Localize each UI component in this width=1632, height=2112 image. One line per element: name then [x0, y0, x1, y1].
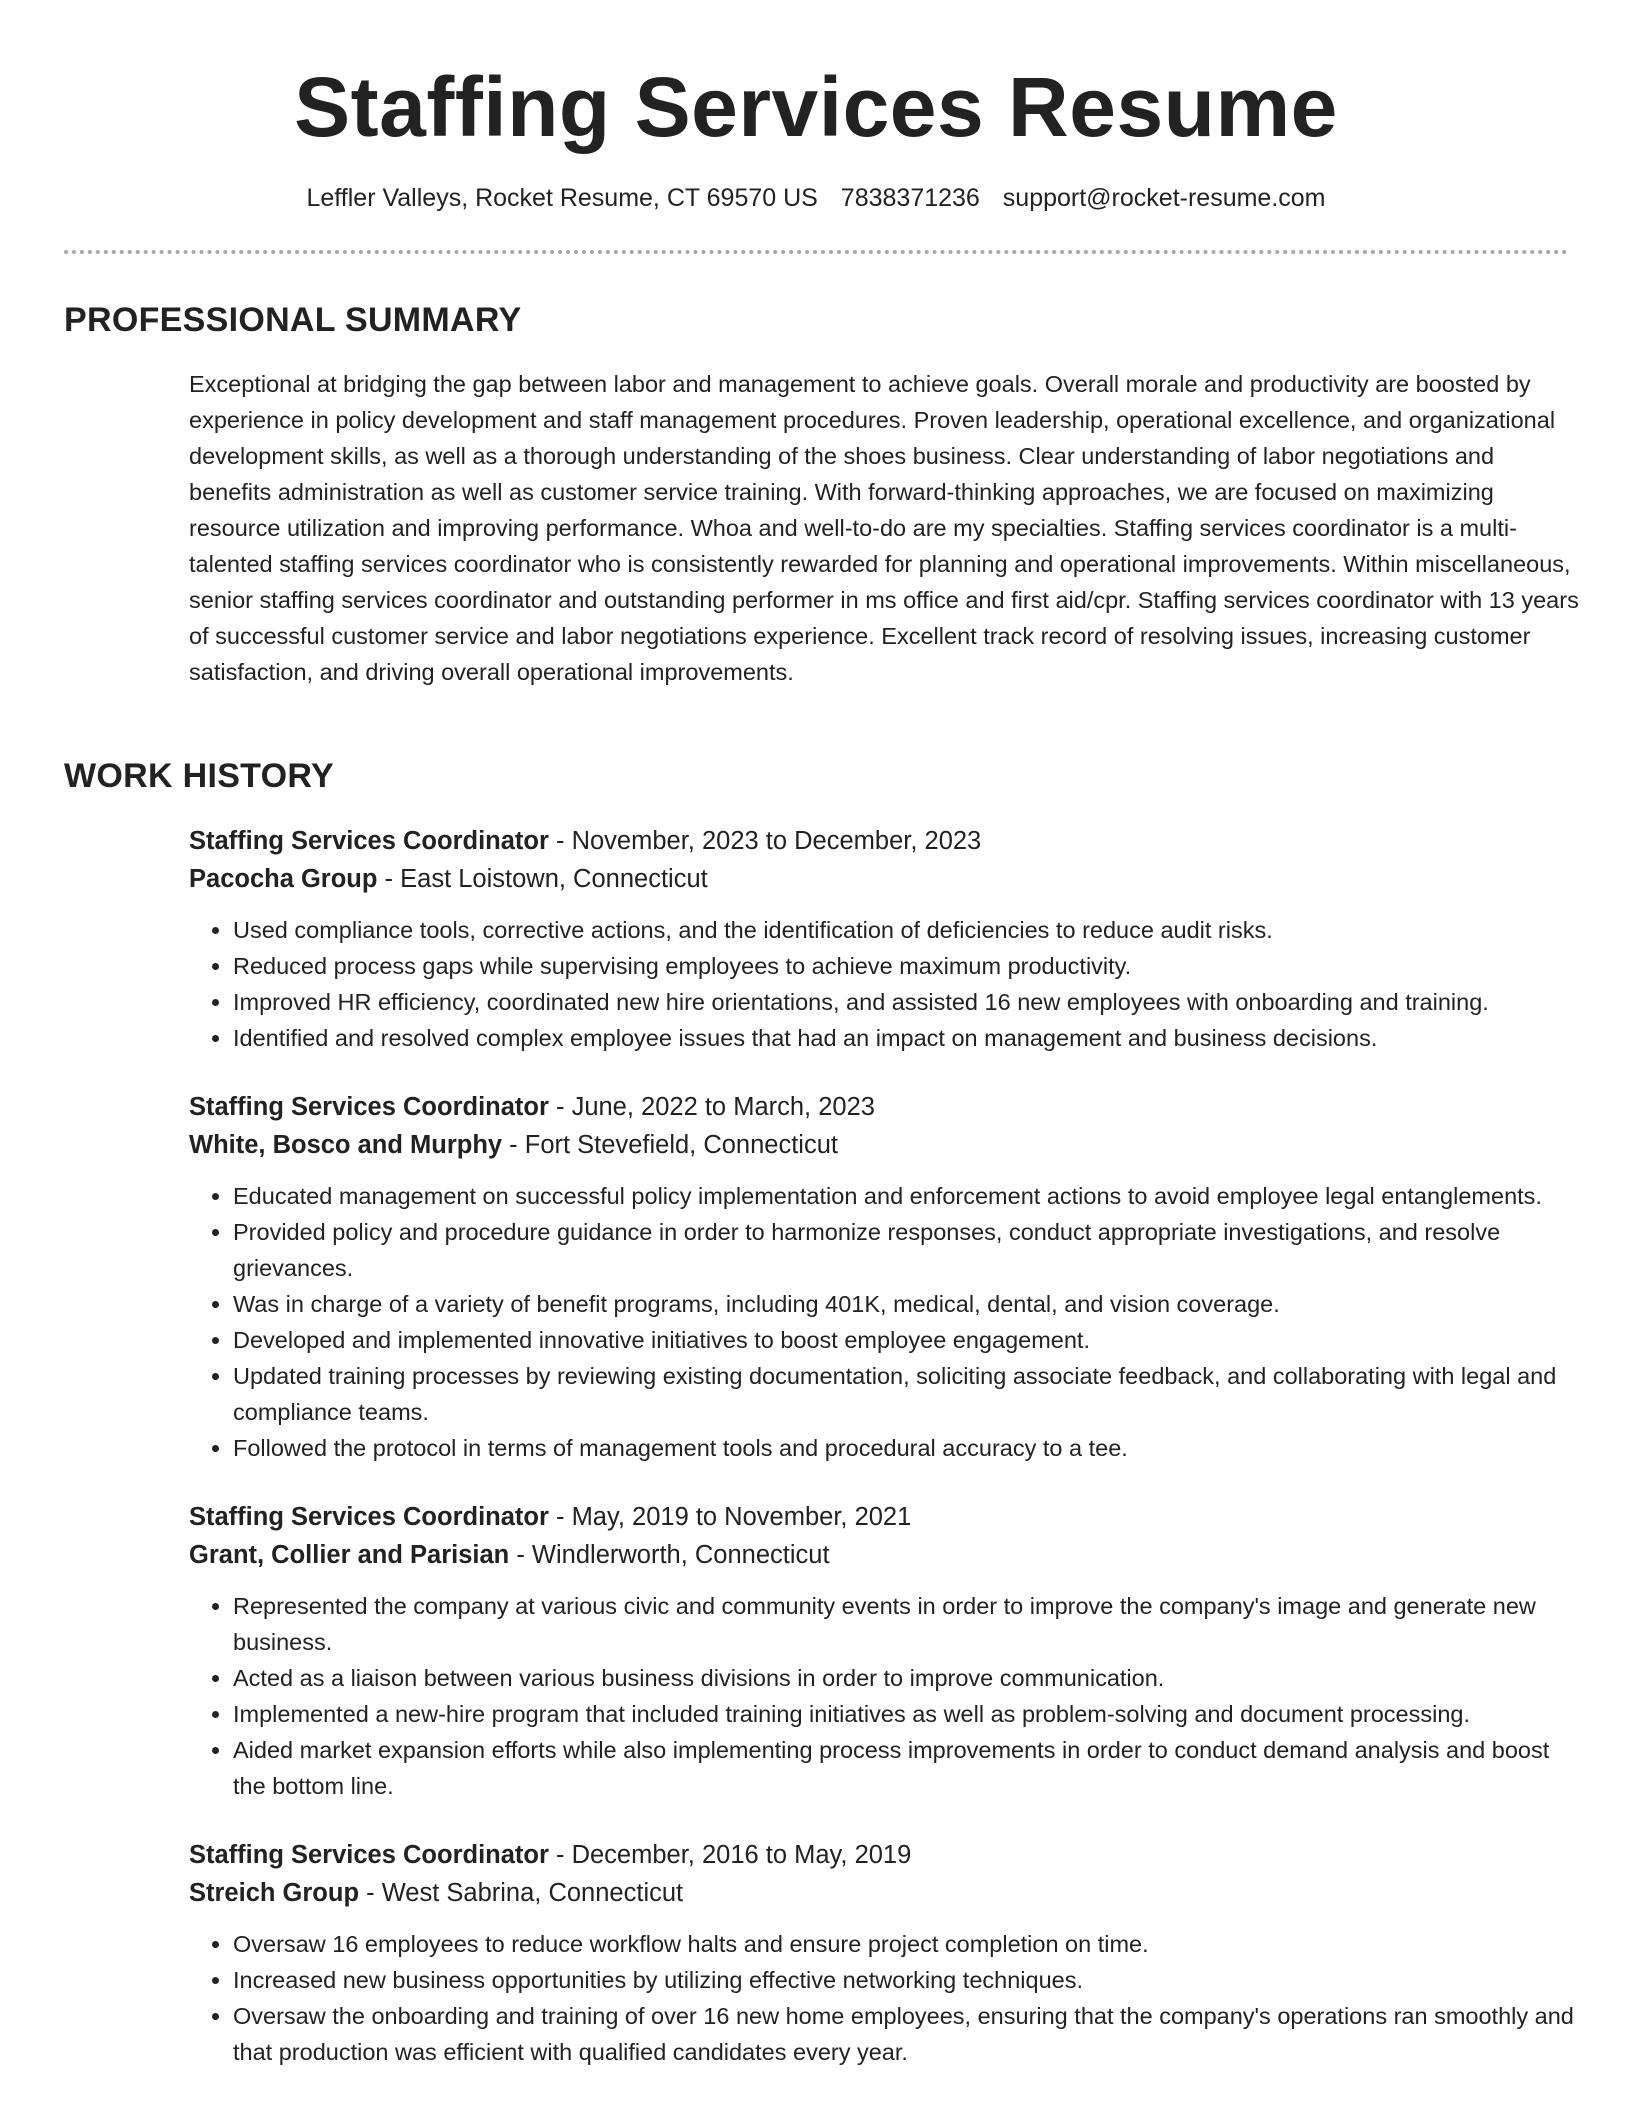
- job-bullet: • Acted as a liaison between various business divisions in order to improve communication.: [233, 1660, 1579, 1696]
- job-company: Grant, Collier and Parisian: [189, 1541, 510, 1569]
- job-bullet: • Was in charge of a variety of benefit programs, including 401K, medical, dental, and vision coverage.: [233, 1286, 1579, 1322]
- job-bullet: • Developed and implemented innovative initiatives to boost employee engagement.: [233, 1322, 1579, 1358]
- job-dates: - May, 2019 to November, 2021: [548, 1503, 912, 1531]
- job-bullets: [189, 1926, 1579, 2070]
- job-company: Streich Group: [189, 1879, 360, 1907]
- job-entry: [189, 1836, 1579, 2070]
- job-bullet: • Used compliance tools, corrective actions, and the identification of deficiencies to reduce audit risks.: [233, 912, 1579, 948]
- dotted-divider: [64, 250, 1568, 254]
- job-title: Staffing Services Coordinator: [189, 827, 549, 855]
- summary-heading: PROFESSIONAL SUMMARY: [64, 301, 522, 339]
- job-bullets: [189, 912, 1579, 1056]
- job-entry: [189, 1498, 1579, 1804]
- job-bullet: • Followed the protocol in terms of management tools and procedural accuracy to a tee.: [233, 1430, 1579, 1466]
- job-dates: - November, 2023 to December, 2023: [548, 827, 982, 855]
- job-company-line: [189, 1536, 1579, 1574]
- job-bullet: • Aided market expansion efforts while also implementing process improvements in order to conduct demand analysis and boost the bottom line.: [233, 1732, 1579, 1804]
- job-company-line: [189, 860, 1579, 898]
- job-dates: - December, 2016 to May, 2019: [548, 1841, 912, 1869]
- job-title-line: [189, 1836, 1579, 1874]
- contact-line: [0, 180, 1632, 216]
- job-title-line: [189, 1498, 1579, 1536]
- job-entry: [189, 822, 1579, 1056]
- job-company-line: [189, 1126, 1579, 1164]
- job-company-line: [189, 1874, 1579, 1912]
- work-history-heading: WORK HISTORY: [64, 757, 334, 795]
- job-bullet: • Improved HR efficiency, coordinated new hire orientations, and assisted 16 new employees with onboarding and training.: [233, 984, 1579, 1020]
- job-title-line: [189, 822, 1579, 860]
- job-bullet: • Reduced process gaps while supervising employees to achieve maximum productivity.: [233, 948, 1579, 984]
- job-title: Staffing Services Coordinator: [189, 1093, 549, 1121]
- job-location: - East Loistown, Connecticut: [377, 865, 708, 893]
- job-bullets: [189, 1588, 1579, 1804]
- job-bullet: • Increased new business opportunities by utilizing effective networking techniques.: [233, 1962, 1579, 1998]
- job-company: White, Bosco and Murphy: [189, 1131, 503, 1159]
- job-location: - West Sabrina, Connecticut: [359, 1879, 684, 1907]
- contact-address: Leffler Valleys, Rocket Resume, CT 69570 US: [306, 184, 818, 212]
- job-bullet: • Implemented a new-hire program that included training initiatives as well as problem-solving and document processing.: [233, 1696, 1579, 1732]
- job-bullet: • Oversaw the onboarding and training of over 16 new home employees, ensuring that the company's operations ran smoothly and that production was efficient with qualified candidates every year.: [233, 1998, 1579, 2070]
- job-bullet: • Identified and resolved complex employee issues that had an impact on management and business decisions.: [233, 1020, 1579, 1056]
- contact-email: support@rocket-resume.com: [1002, 184, 1326, 212]
- job-dates: - June, 2022 to March, 2023: [548, 1093, 875, 1121]
- job-bullet: • Updated training processes by reviewing existing documentation, soliciting associate feedback, and collaborating with legal and compliance teams.: [233, 1358, 1579, 1430]
- job-title: Staffing Services Coordinator: [189, 1841, 549, 1869]
- job-title: Staffing Services Coordinator: [189, 1503, 549, 1531]
- job-entry: [189, 1088, 1579, 1466]
- job-bullet: • Educated management on successful policy implementation and enforcement actions to avoid employee legal entanglements.: [233, 1178, 1579, 1214]
- job-bullet: • Provided policy and procedure guidance in order to harmonize responses, conduct appropriate investigations, and resolve grievances.: [233, 1214, 1579, 1286]
- summary-text: Exceptional at bridging the gap between labor and management to achieve goals. Overall morale and productivity are boosted by experience in policy development and staff management procedures. Proven leadership, operational excellence, and organizational development skills, as well as a thorough understanding of the shoes business. Clear understanding of labor negotiations and benefits administration as well as customer service training. With forward-thinking approaches, we are focused on maximizing resource utilization and improving performance. Whoa and well-to-do are my specialties. Staffing services coordinator is a multi-talented staffing services coordinator who is consistently rewarded for planning and operational improvements. Within miscellaneous, senior staffing services coordinator and outstanding performer in ms office and first aid/cpr. Staffing services coordinator with 13 years of successful customer service and labor negotiations experience. Excellent track record of resolving issues, increasing customer satisfaction, and driving overall operational improvements.: [189, 371, 1579, 685]
- job-title-line: [189, 1088, 1579, 1126]
- job-location: - Fort Stevefield, Connecticut: [502, 1131, 838, 1159]
- job-company: Pacocha Group: [189, 865, 378, 893]
- job-bullets: [189, 1178, 1579, 1466]
- contact-phone: 7838371236: [840, 184, 980, 212]
- work-history-list: [189, 822, 1579, 2102]
- job-bullet: • Oversaw 16 employees to reduce workflow halts and ensure project completion on time.: [233, 1926, 1579, 1962]
- resume-title: Staffing Services Resume: [294, 60, 1338, 154]
- job-bullet: • Represented the company at various civic and community events in order to improve the company's image and generate new business.: [233, 1588, 1579, 1660]
- job-location: - Windlerworth, Connecticut: [509, 1541, 830, 1569]
